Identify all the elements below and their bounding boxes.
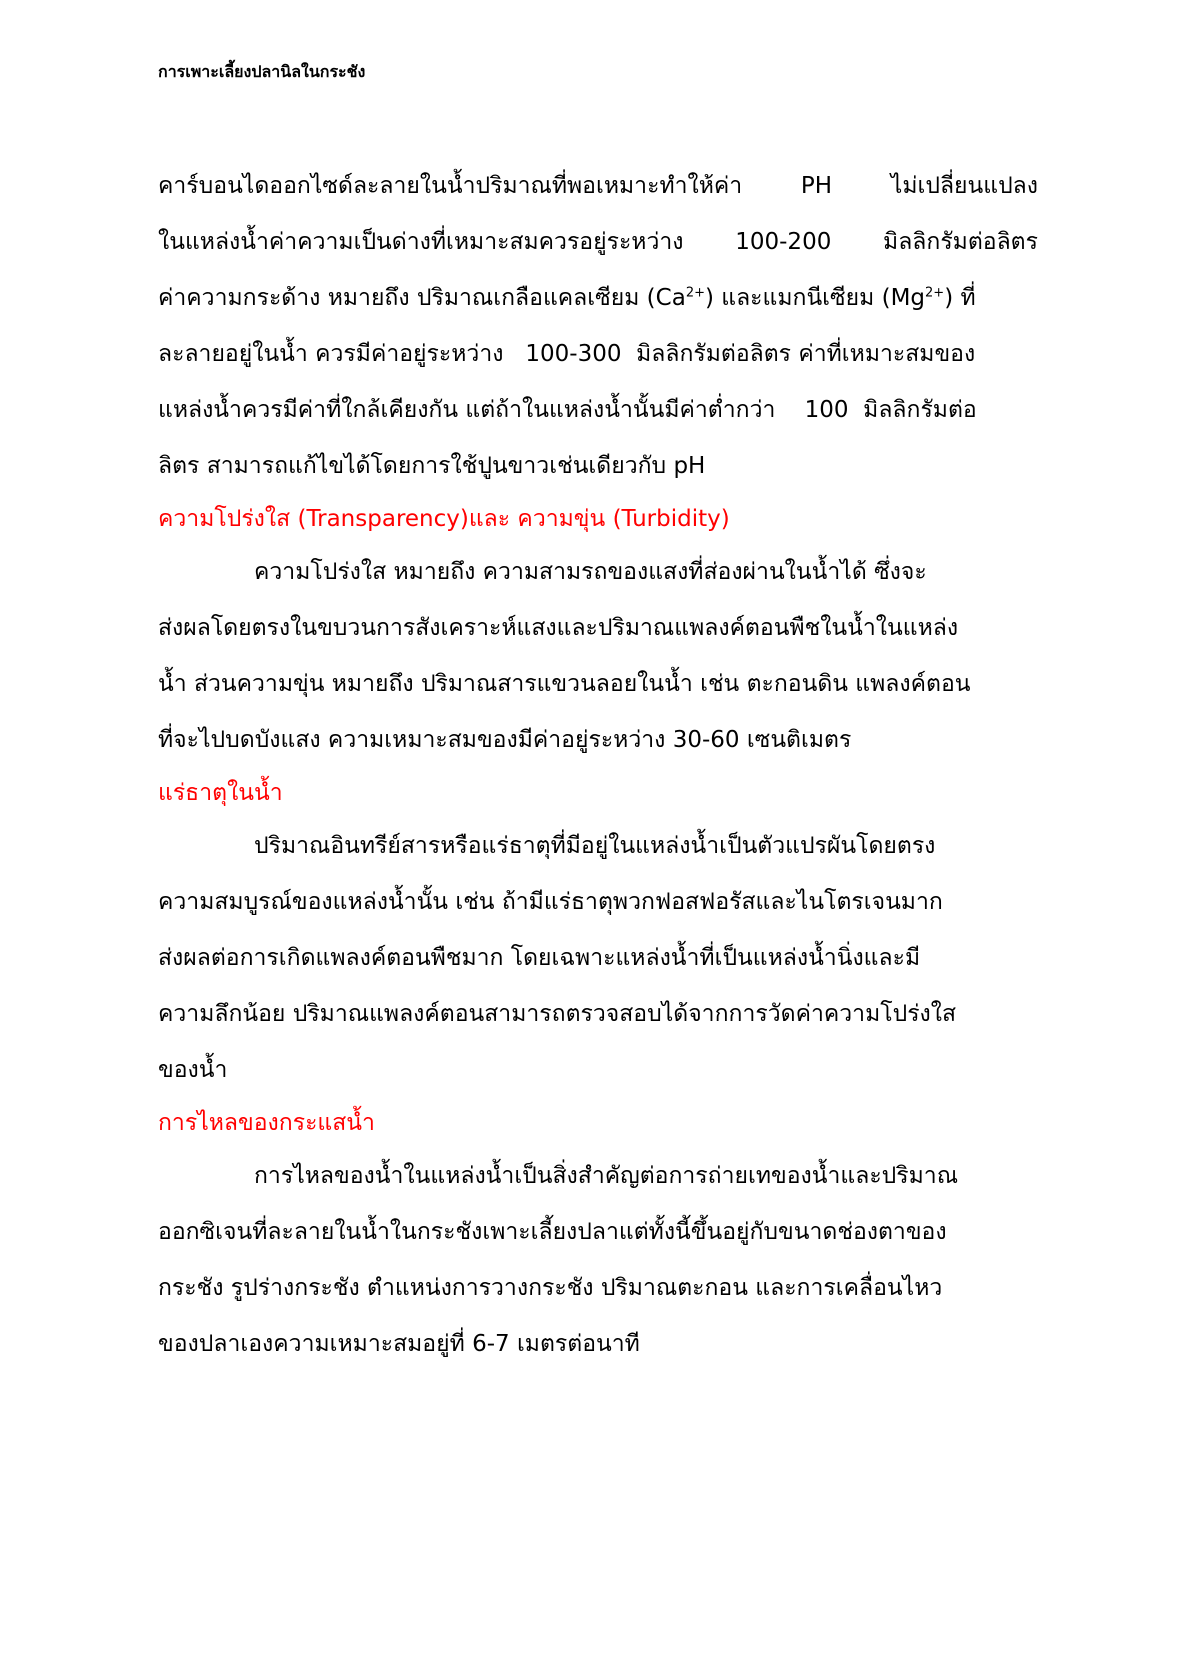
document-body: [158, 158, 1038, 1372]
paragraph-line: ออกซิเจนที่ละลายในน้ำในกระชังเพาะเลี้ยงปลาแต่ทั้งนี้ขึ้นอยู่กับขนาดช่องตาของ: [158, 1219, 947, 1245]
text-span: ) และแมกนีเซียม (Mg: [704, 285, 926, 311]
text-span: ไม่เปลี่ยนแปลง: [890, 173, 1038, 199]
paragraph-line: [158, 214, 1038, 270]
section-heading-water-current: การไหลของกระแสน้ำ: [158, 1110, 375, 1136]
paragraph-line: [158, 158, 1038, 214]
text-span: คาร์บอนไดออกไซด์ละลายในน้ำปริมาณที่พอเหมาะทำให้ค่า: [158, 173, 743, 199]
superscript: 2+: [925, 285, 945, 301]
paragraph-line: ที่จะไปบดบังแสง ความเหมาะสมของมีค่าอยู่ระหว่าง 30-60 เซนติเมตร: [158, 727, 852, 753]
paragraph-line: ของน้ำ: [158, 1057, 228, 1083]
paragraph-line: การไหลของน้ำในแหล่งน้ำเป็นสิ่งสำคัญต่อการถ่ายเทของน้ำและปริมาณ: [254, 1163, 959, 1189]
superscript: 2+: [685, 285, 705, 301]
paragraph-line: กระชัง รูปร่างกระชัง ตำแหน่งการวางกระชัง ปริมาณตะกอน และการเคลื่อนไหว: [158, 1275, 943, 1301]
paragraph-line: ส่งผลต่อการเกิดแพลงค์ตอนพืชมาก โดยเฉพาะแหล่งน้ำที่เป็นแหล่งน้ำนิ่งและมี: [158, 945, 921, 971]
text-span: ในแหล่งน้ำค่าความเป็นด่างที่เหมาะสมควรอยู่ระหว่าง: [158, 229, 684, 255]
paragraph-line: ลิตร สามารถแก้ไขได้โดยการใช้ปูนขาวเช่นเดียวกับ pH: [158, 453, 706, 479]
paragraph-line: ความลึกน้อย ปริมาณแพลงค์ตอนสามารถตรวจสอบได้จากการวัดค่าความโปร่งใส: [158, 1001, 957, 1027]
paragraph-line: ปริมาณอินทรีย์สารหรือแร่ธาตุที่มีอยู่ในแหล่งน้ำเป็นตัวแปรผันโดยตรง: [254, 833, 936, 859]
text-span: ) ที่: [944, 285, 976, 311]
text-span: PH: [800, 173, 833, 199]
paragraph-line: ส่งผลโดยตรงในขบวนการสังเคราะห์แสงและปริมาณแพลงค์ตอนพืชในน้ำในแหล่ง: [158, 615, 959, 641]
running-header: การเพาะเลี้ยงปลานิลในกระชัง: [158, 62, 366, 81]
paragraph-line: ความโปร่งใส หมายถึง ความสามรถของแสงที่ส่องผ่านในน้ำได้ ซึ่งจะ: [254, 559, 927, 585]
paragraph-line: น้ำ ส่วนความขุ่น หมายถึง ปริมาณสารแขวนลอยในน้ำ เช่น ตะกอนดิน แพลงค์ตอน: [158, 671, 971, 697]
section-heading-transparency: ความโปร่งใส (Transparency)และ ความขุ่น (Turbidity): [158, 506, 730, 532]
text-span: มิลลิกรัมต่อลิตร: [883, 229, 1038, 255]
paragraph-line: [158, 270, 1038, 326]
text-span: 100-200: [735, 229, 832, 255]
paragraph-line: ละลายอยู่ในน้ำ ควรมีค่าอยู่ระหว่าง 100-300 มิลลิกรัมต่อลิตร ค่าที่เหมาะสมของ: [158, 341, 976, 367]
paragraph-line: ความสมบูรณ์ของแหล่งน้ำนั้น เช่น ถ้ามีแร่ธาตุพวกฟอสฟอรัสและไนโตรเจนมาก: [158, 889, 943, 915]
paragraph-line: ของปลาเองความเหมาะสมอยู่ที่ 6-7 เมตรต่อนาที: [158, 1331, 640, 1357]
text-span: ค่าความกระด้าง หมายถึง ปริมาณเกลือแคลเซียม (Ca: [158, 285, 686, 311]
section-heading-minerals: แร่ธาตุในน้ำ: [158, 780, 283, 806]
paragraph-line: แหล่งน้ำควรมีค่าที่ใกล้เคียงกัน แต่ถ้าในแหล่งน้ำนั้นมีค่าต่ำกว่า 100 มิลลิกรัมต่อ: [158, 397, 977, 423]
